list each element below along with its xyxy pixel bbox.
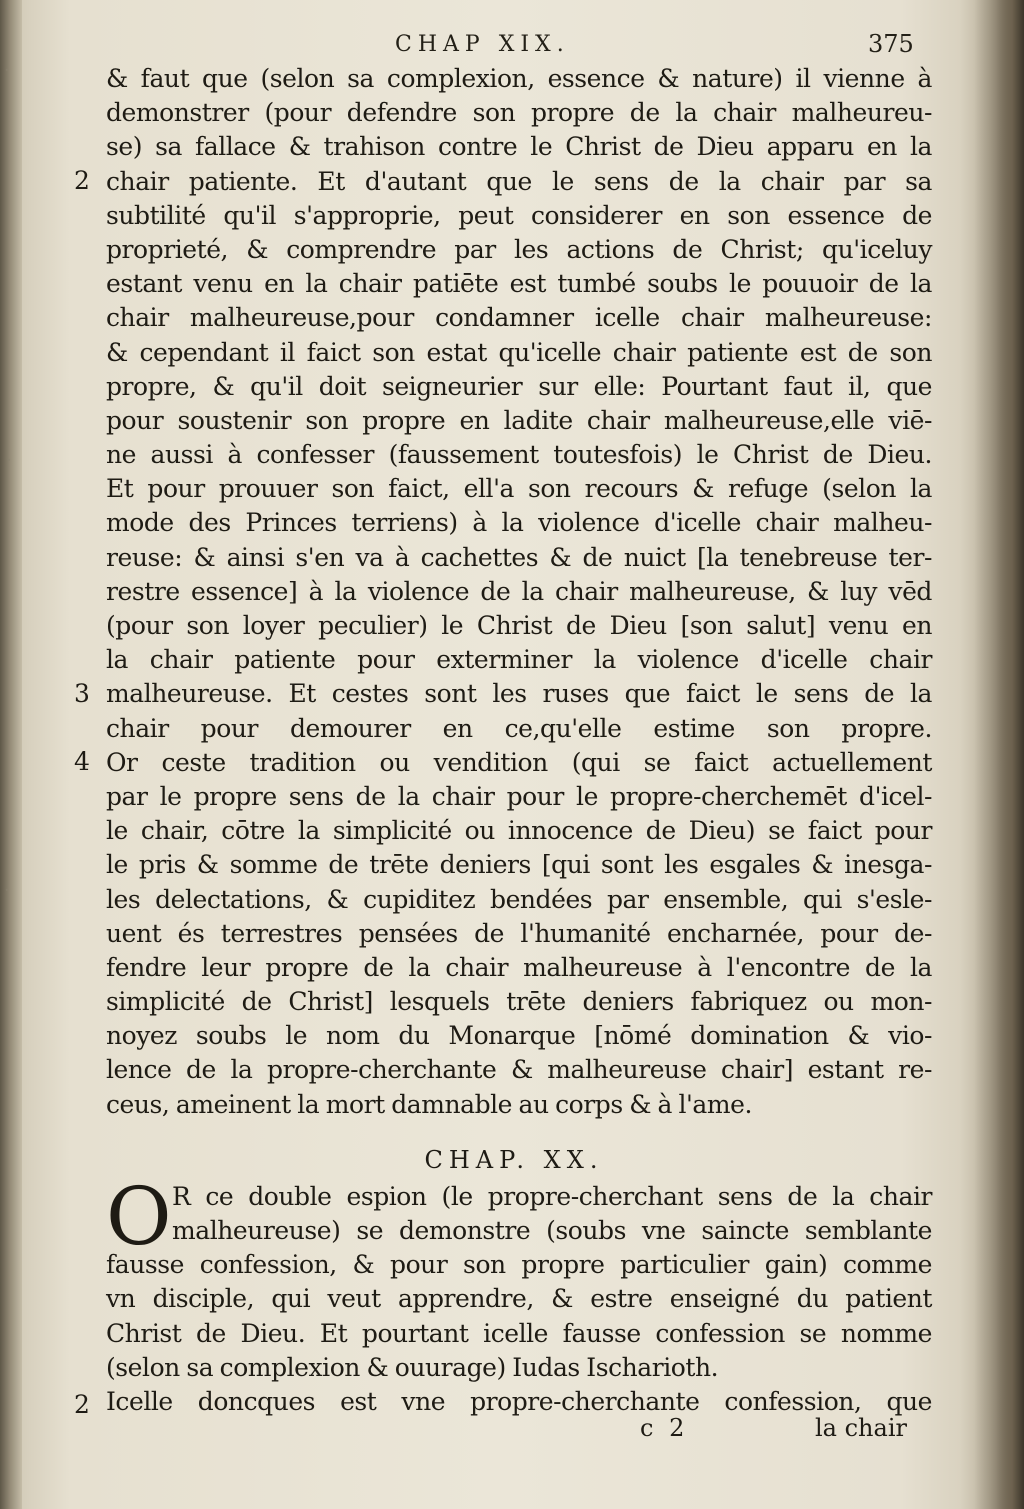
text-line: fendre leur propre de la chair malheureuse à l'encontre de la — [106, 952, 932, 982]
text-line: chair patiente. Et d'autant que le sens de la chair par sa — [106, 166, 932, 196]
previous-page-edge — [0, 0, 22, 1509]
text-line: (pour son loyer peculier) le Christ de Dieu [son salut] venu en — [106, 611, 932, 640]
text-line: les delectations, & cupiditez bendées par ensemble, qui s'esle- — [106, 884, 932, 914]
text-line: malheureuse. Et cestes sont les ruses que faict le sens de la — [106, 679, 932, 709]
text-line: reuse: & ainsi s'en va à cachettes & de nuict [la tenebreuse ter- — [106, 542, 932, 572]
text-line: simplicité de Christ] lesquels trēte deniers fabriquez ou mon- — [106, 987, 932, 1017]
text-line: uent és terrestres pensées de l'humanité encharnée, pour de- — [106, 918, 932, 948]
text-line: Christ de Dieu. Et pourtant icelle fausse confession se nomme — [106, 1318, 932, 1348]
text-line: (selon sa complexion & ouurage) Iudas Ischarioth. — [106, 1352, 719, 1382]
text-line: lence de la propre-cherchante & malheureuse chair] estant re- — [106, 1055, 932, 1085]
chapter-opening — [106, 1169, 932, 1263]
text-line: proprieté, & comprendre par les actions de Christ; qu'iceluy — [106, 234, 932, 264]
bleed-through-mark: · — [4, 60, 10, 81]
text-line: chair pour demourer en ce,qu'elle estime son propre. — [106, 713, 932, 743]
text-line: le pris & somme de trēte deniers [qui sont les esgales & inesga- — [106, 850, 932, 880]
chapter-heading: CHAP. XX. — [424, 1145, 604, 1174]
text-line: Icelle doncques est vne propre-cherchante confession, que — [106, 1386, 932, 1416]
text-line: le chair, cōtre la simplicité ou innocence de Dieu) se faict pour — [106, 816, 932, 846]
verse-number: 4 — [74, 747, 90, 776]
text-line: fausse confession, & pour son propre particulier gain) comme — [106, 1250, 932, 1280]
text-line: malheureuse) se demonstre (soubs vne saincte semblante — [172, 1216, 932, 1245]
text-line: la chair patiente pour exterminer la violence d'icelle chair — [106, 645, 932, 675]
text-line: pour soustenir son propre en ladite chair malheureuse,elle viē- — [106, 405, 932, 435]
catchword: la chair — [815, 1414, 907, 1442]
text-line: R ce double espion (le propre-cherchant sens de la chair — [172, 1181, 932, 1211]
bleed-through-mark: · — [6, 450, 12, 471]
drop-initial: O — [106, 1169, 172, 1263]
text-line: Et pour prouuer son faict, ell'a son recours & refuge (selon la — [106, 474, 932, 504]
text-line: mode des Princes terriens) à la violence d'icelle chair malheu- — [106, 508, 932, 538]
text-line: & cependant il faict son estat qu'icelle chair patiente est de son — [106, 337, 932, 367]
text-line: se) sa fallace & trahison contre le Christ de Dieu apparu en la — [106, 132, 932, 162]
text-line: subtilité qu'il s'approprie, peut considerer en son essence de — [106, 200, 932, 230]
text-line: demonstrer (pour defendre son propre de la chair malheureu- — [106, 98, 932, 128]
text-line: ceus, ameinent la mort damnable au corps & à l'ame. — [106, 1089, 752, 1119]
text-line: ne aussi à confesser (faussement toutesfois) le Christ de Dieu. — [106, 440, 932, 470]
text-line: & faut que (selon sa complexion, essence & nature) il vienne à — [106, 64, 932, 93]
text-line: Or ceste tradition ou vendition (qui se faict actuellement — [106, 747, 932, 777]
page-header — [0, 30, 1024, 64]
text-line: propre, & qu'il doit seigneurier sur elle: Pourtant faut il, que — [106, 371, 932, 401]
bleed-through-mark: · — [4, 880, 10, 901]
text-line: restre essence] à la violence de la chair malheureuse, & luy vēd — [106, 576, 932, 606]
running-head: CHAP XIX. — [395, 32, 570, 57]
verse-number: 2 — [74, 166, 90, 195]
verse-number: 3 — [74, 679, 90, 708]
text-line: estant venu en la chair patiēte est tumbé soubs le pouuoir de la — [106, 269, 932, 299]
text-line: par le propre sens de la chair pour le propre-cherchemēt d'icel- — [106, 781, 932, 811]
text-line: chair malheureuse,pour condamner icelle chair malheureuse: — [106, 303, 932, 333]
body-text — [106, 62, 932, 1419]
page-number: 375 — [868, 30, 914, 58]
text-line: vn disciple, qui veut apprendre, & estre enseigné du patient — [106, 1284, 932, 1314]
verse-number: 2 — [74, 1390, 90, 1419]
text-line: noyez soubs le nom du Monarque [nōmé domination & vio- — [106, 1021, 932, 1051]
signature-mark: c 2 — [640, 1414, 689, 1442]
page-gutter-shadow — [974, 0, 1024, 1509]
